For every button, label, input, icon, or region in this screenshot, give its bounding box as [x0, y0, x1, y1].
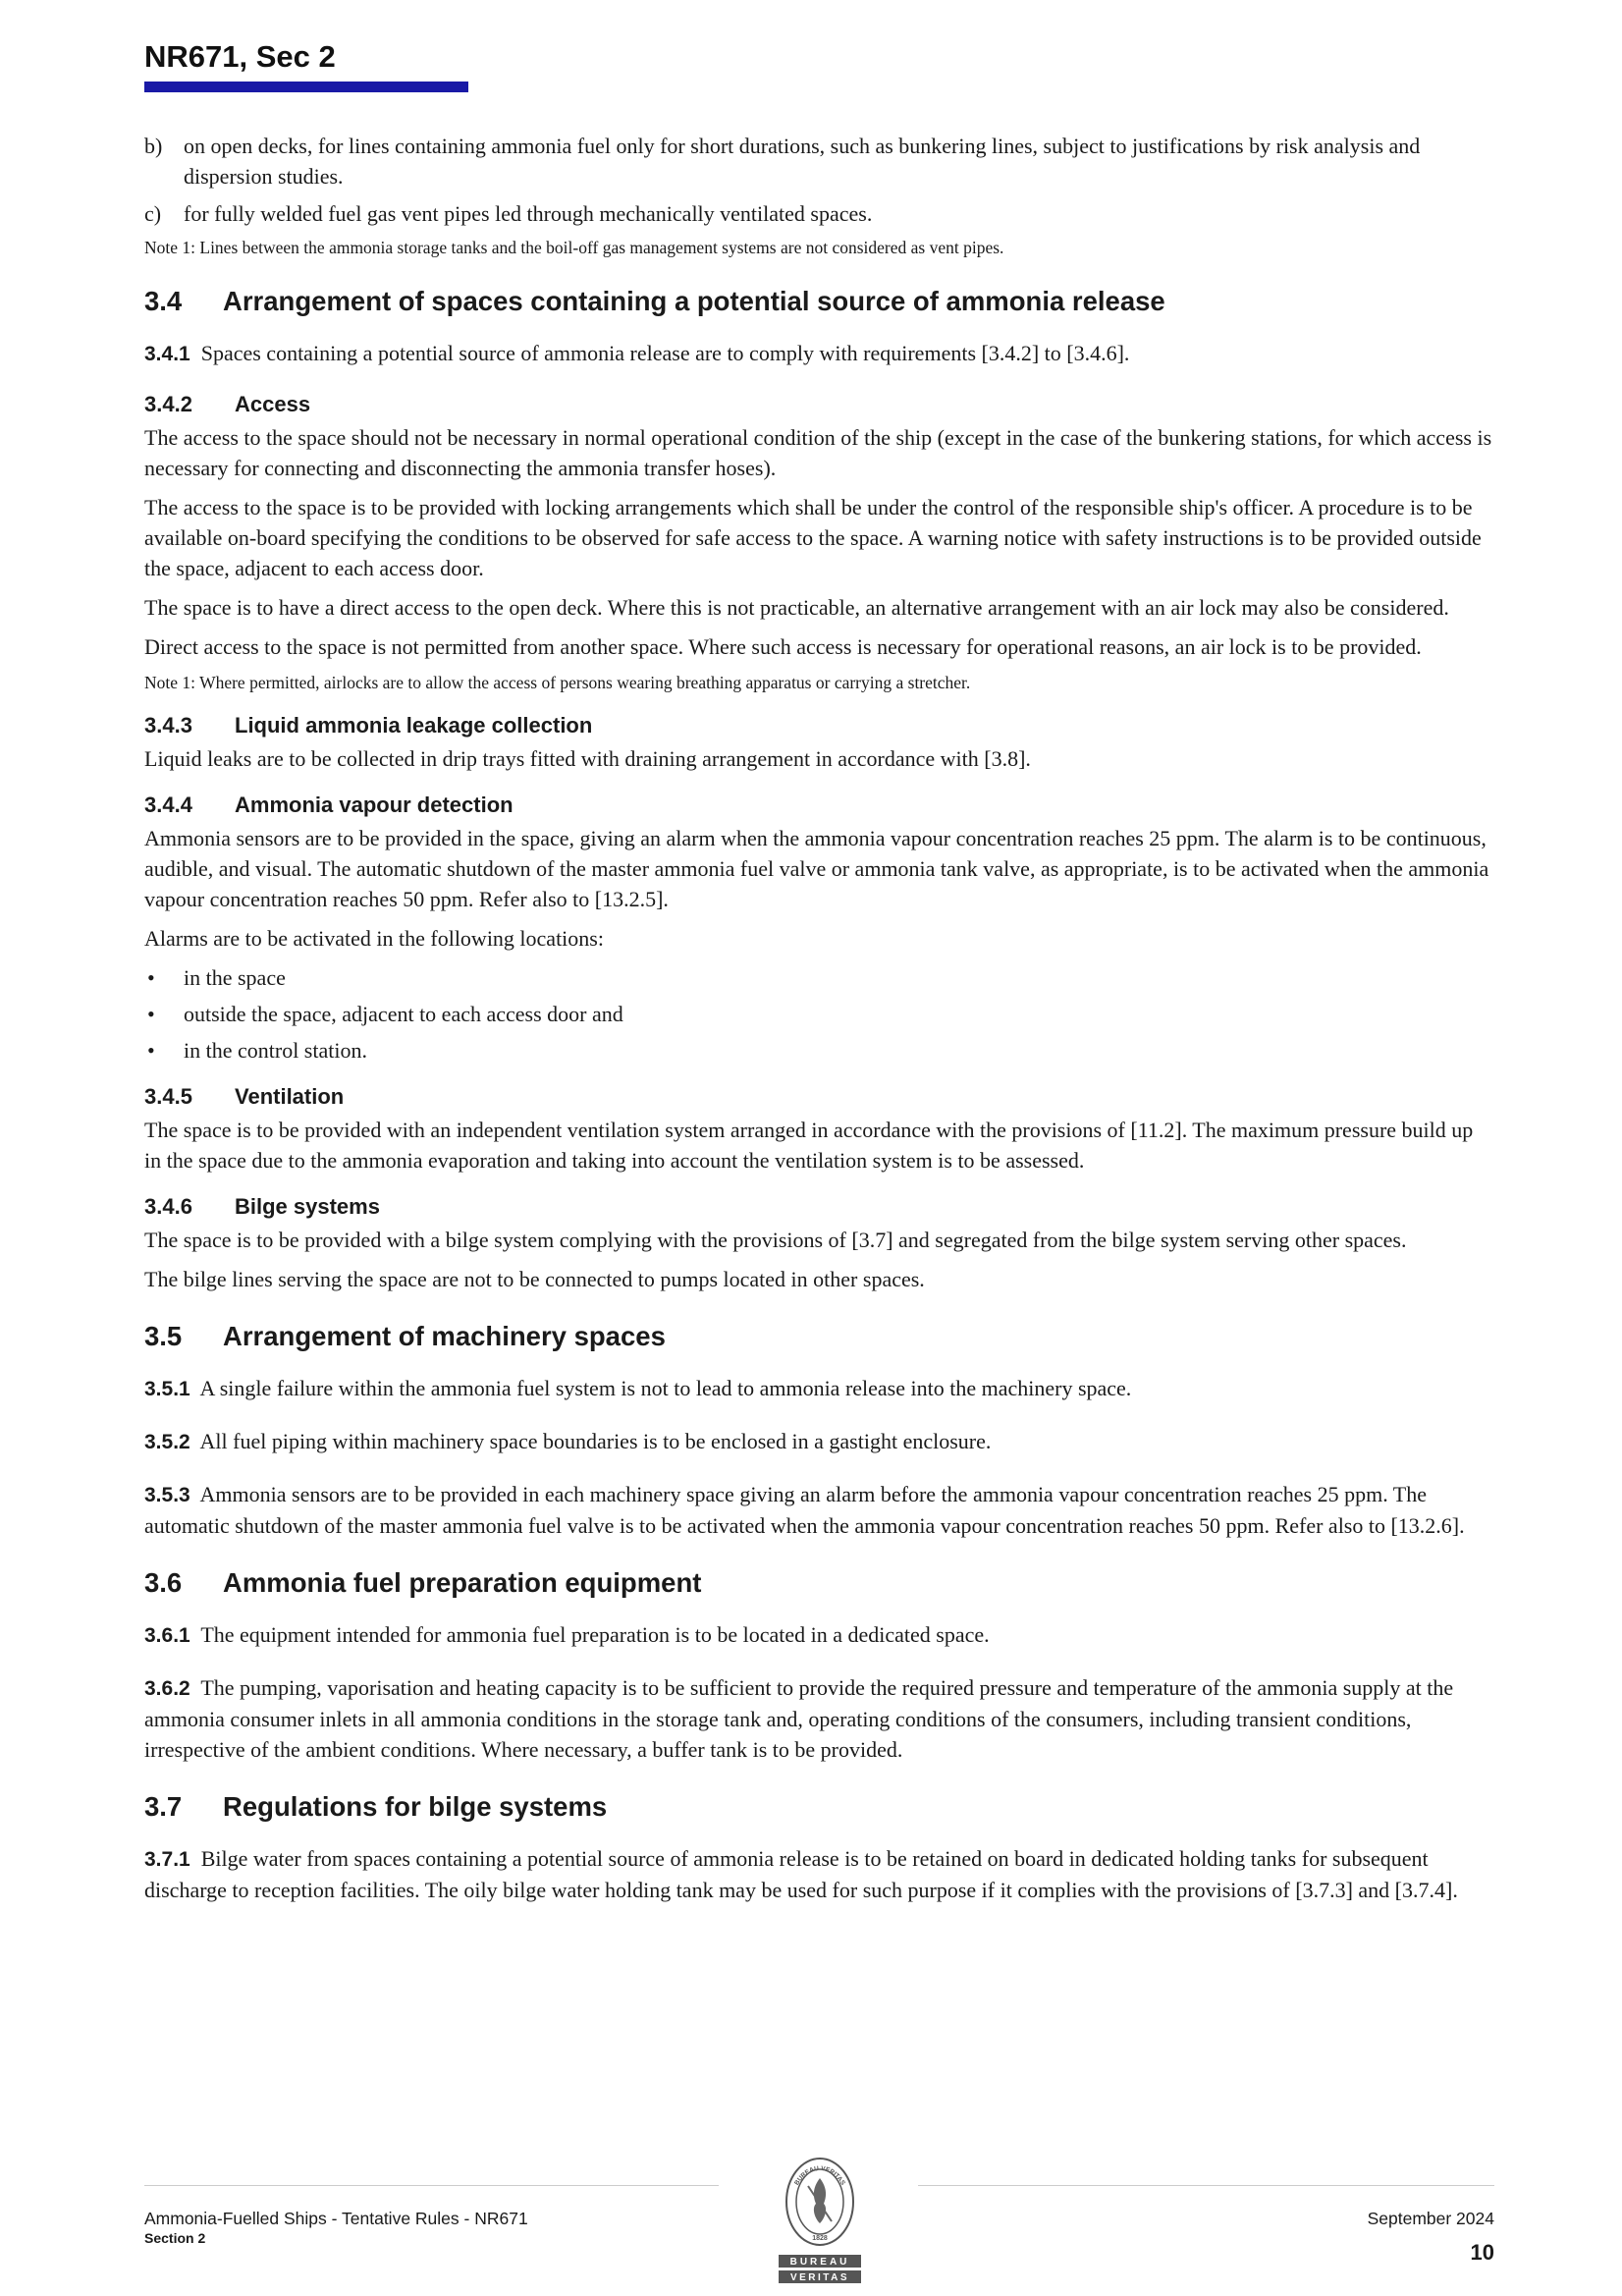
- requirement-number: 3.6.1: [144, 1624, 190, 1647]
- requirement-number: 3.5.1: [144, 1378, 190, 1400]
- requirement-text: All fuel piping within machinery space boundaries is to be enclosed in a gastight enclosure.: [199, 1429, 992, 1453]
- subsection-number: 3.4.4: [144, 793, 192, 817]
- bullet-dot: •: [147, 965, 155, 990]
- footer-document-info: [144, 2208, 528, 2247]
- paragraph: Direct access to the space is not permitted from another space. Where such access is necessary for operational reasons, an air lock is to be provided.: [144, 634, 1422, 659]
- logo-word-veritas: VERITAS: [789, 2272, 850, 2283]
- footer-rule-left: [144, 2185, 719, 2186]
- subsection-heading-3-4-2: [144, 391, 1493, 418]
- subsection-heading-3-4-3: [144, 712, 1493, 739]
- section-heading-3-5: [144, 1320, 1493, 1353]
- page-header-title: NR671, Sec 2: [144, 39, 336, 74]
- bullet-text: in the space: [184, 965, 286, 990]
- requirement-number: 3.4.1: [144, 343, 190, 365]
- bullet-item: [144, 999, 1493, 1029]
- logo-year: 1828: [812, 2235, 828, 2242]
- subsection-title: Access: [235, 392, 311, 416]
- section-heading-3-4: [144, 285, 1493, 318]
- footer-document-title: Ammonia-Fuelled Ships - Tentative Rules - NR671: [144, 2209, 528, 2228]
- requirement-3-7-1: [144, 1843, 1493, 1905]
- bullet-text: outside the space, adjacent to each access door and: [184, 1002, 623, 1026]
- footer-rule-right: [918, 2185, 1494, 2186]
- note-vent-pipes: Note 1: Lines between the ammonia storage tanks and the boil-off gas management systems are not considered as vent pipes.: [144, 238, 1004, 257]
- section-title: Arrangement of spaces containing a potential source of ammonia release: [223, 286, 1165, 316]
- logo-word-bureau: BUREAU: [789, 2257, 850, 2268]
- paragraph: The access to the space is to be provided with locking arrangements which shall be under the control of the responsible ship's officer. A procedure is to be available on-board specifying the conditions to be observed for safe access to the space. A warning notice with safety instructions is to be provided outside the space, adjacent to each access door.: [144, 495, 1482, 580]
- header-accent-bar: [144, 82, 468, 92]
- subsection-heading-3-4-6: [144, 1193, 1493, 1221]
- requirement-3-6-1: [144, 1619, 1493, 1651]
- logo-ring-text: BUREAU VERITAS: [793, 2164, 846, 2187]
- list-item-text: on open decks, for lines containing ammonia fuel only for short durations, such as bunkering lines, subject to justifications by risk analysis and dispersion studies.: [184, 134, 1421, 189]
- requirement-text: A single failure within the ammonia fuel system is not to lead to ammonia release into the machinery space.: [199, 1376, 1132, 1400]
- requirement-number: 3.5.2: [144, 1431, 190, 1453]
- requirement-3-5-3: [144, 1479, 1493, 1541]
- requirement-text: Bilge water from spaces containing a potential source of ammonia release is to be retained on board in dedicated holding tanks for subsequent discharge to reception facilities. The oily bilge water holding tank may be used for such purpose if it complies with the provisions of [3.7.3] and [3.7.4].: [144, 1846, 1458, 1902]
- section-heading-3-6: [144, 1566, 1493, 1600]
- footer-date: September 2024: [1367, 2209, 1494, 2228]
- requirement-3-4-1: [144, 338, 1493, 369]
- subsection-number: 3.4.3: [144, 713, 192, 738]
- paragraph: The space is to be provided with an independent ventilation system arranged in accordance with the provisions of [11.2]. The maximum pressure build up in the space due to the ammonia evaporation and taking into account the ventilation system is to be assessed.: [144, 1118, 1474, 1173]
- bullet-item: [144, 962, 1493, 993]
- section-number: 3.4: [144, 286, 183, 316]
- list-item-text: for fully welded fuel gas vent pipes led through mechanically ventilated spaces.: [184, 201, 873, 226]
- bullet-dot: •: [147, 1002, 155, 1026]
- subsection-heading-3-4-5: [144, 1083, 1493, 1111]
- section-title: Regulations for bilge systems: [223, 1791, 608, 1822]
- bullet-item: [144, 1035, 1493, 1066]
- subsection-title: Ventilation: [235, 1084, 345, 1109]
- section-heading-3-7: [144, 1790, 1493, 1824]
- requirement-3-5-1: [144, 1373, 1493, 1404]
- paragraph: The bilge lines serving the space are not to be connected to pumps located in other spaces.: [144, 1267, 925, 1291]
- section-title: Arrangement of machinery spaces: [223, 1321, 666, 1351]
- subsection-number: 3.4.5: [144, 1084, 192, 1109]
- paragraph: The space is to have a direct access to the open deck. Where this is not practicable, an alternative arrangement with an air lock may also be considered.: [144, 595, 1449, 620]
- section-title: Ammonia fuel preparation equipment: [223, 1567, 702, 1598]
- subsection-heading-3-4-4: [144, 792, 1493, 819]
- requirement-number: 3.5.3: [144, 1484, 190, 1506]
- bullet-dot: •: [147, 1038, 155, 1063]
- subsection-title: Bilge systems: [235, 1194, 380, 1219]
- requirement-3-5-2: [144, 1426, 1493, 1457]
- subsection-number: 3.4.6: [144, 1194, 192, 1219]
- requirement-number: 3.6.2: [144, 1677, 190, 1700]
- section-number: 3.6: [144, 1567, 183, 1598]
- paragraph: Alarms are to be activated in the following locations:: [144, 926, 604, 951]
- requirement-text: The pumping, vaporisation and heating capacity is to be sufficient to provide the required pressure and temperature of the ammonia supply at the ammonia consumer inlets in all ammonia conditions in the storage tank and, operating conditions of the consumers, including transient conditions, irrespective of the ambient conditions. Where necessary, a buffer tank is to be provided.: [144, 1675, 1454, 1762]
- paragraph: The access to the space should not be necessary in normal operational condition of the ship (except in the case of the bunkering stations, for which access is necessary for connecting and disconnecting the ammonia transfer hoses).: [144, 425, 1492, 480]
- bureau-veritas-logo: [773, 2153, 867, 2286]
- page-content: [144, 131, 1493, 1927]
- list-item-c: [144, 198, 1493, 229]
- bullet-text: in the control station.: [184, 1038, 367, 1063]
- requirement-text: Spaces containing a potential source of ammonia release are to comply with requirements [3.4.2] to [3.4.6].: [200, 341, 1130, 365]
- paragraph: The space is to be provided with a bilge system complying with the provisions of [3.7] and segregated from the bilge system serving other spaces.: [144, 1228, 1407, 1252]
- paragraph: Liquid leaks are to be collected in drip trays fitted with draining arrangement in accordance with [3.8].: [144, 746, 1031, 771]
- section-number: 3.5: [144, 1321, 183, 1351]
- subsection-title: Liquid ammonia leakage collection: [235, 713, 593, 738]
- list-marker: b): [144, 134, 163, 158]
- requirement-3-6-2: [144, 1672, 1493, 1765]
- footer-section-label: Section 2: [144, 2230, 206, 2246]
- note-airlocks: Note 1: Where permitted, airlocks are to allow the access of persons wearing breathing apparatus or carrying a stretcher.: [144, 673, 971, 692]
- requirement-text: Ammonia sensors are to be provided in each machinery space giving an alarm before the ammonia vapour concentration reaches 25 ppm. The automatic shutdown of the master ammonia fuel valve is to be activated when the ammonia vapour concentration reaches 50 ppm. Refer also to [13.2.6].: [144, 1482, 1465, 1538]
- list-marker: c): [144, 201, 162, 226]
- requirement-number: 3.7.1: [144, 1848, 190, 1871]
- subsection-title: Ammonia vapour detection: [235, 793, 514, 817]
- requirement-text: The equipment intended for ammonia fuel preparation is to be located in a dedicated space.: [200, 1622, 990, 1647]
- page-number: 10: [1470, 2240, 1494, 2265]
- subsection-number: 3.4.2: [144, 392, 192, 416]
- list-item-b: [144, 131, 1493, 191]
- section-number: 3.7: [144, 1791, 183, 1822]
- paragraph: Ammonia sensors are to be provided in the space, giving an alarm when the ammonia vapour concentration reaches 25 ppm. The alarm is to be continuous, audible, and visual. The automatic shutdown of the master ammonia fuel valve or ammonia tank valve, as appropriate, is to be activated when the ammonia vapour concentration reaches 50 ppm. Refer also to [13.2.5].: [144, 826, 1489, 911]
